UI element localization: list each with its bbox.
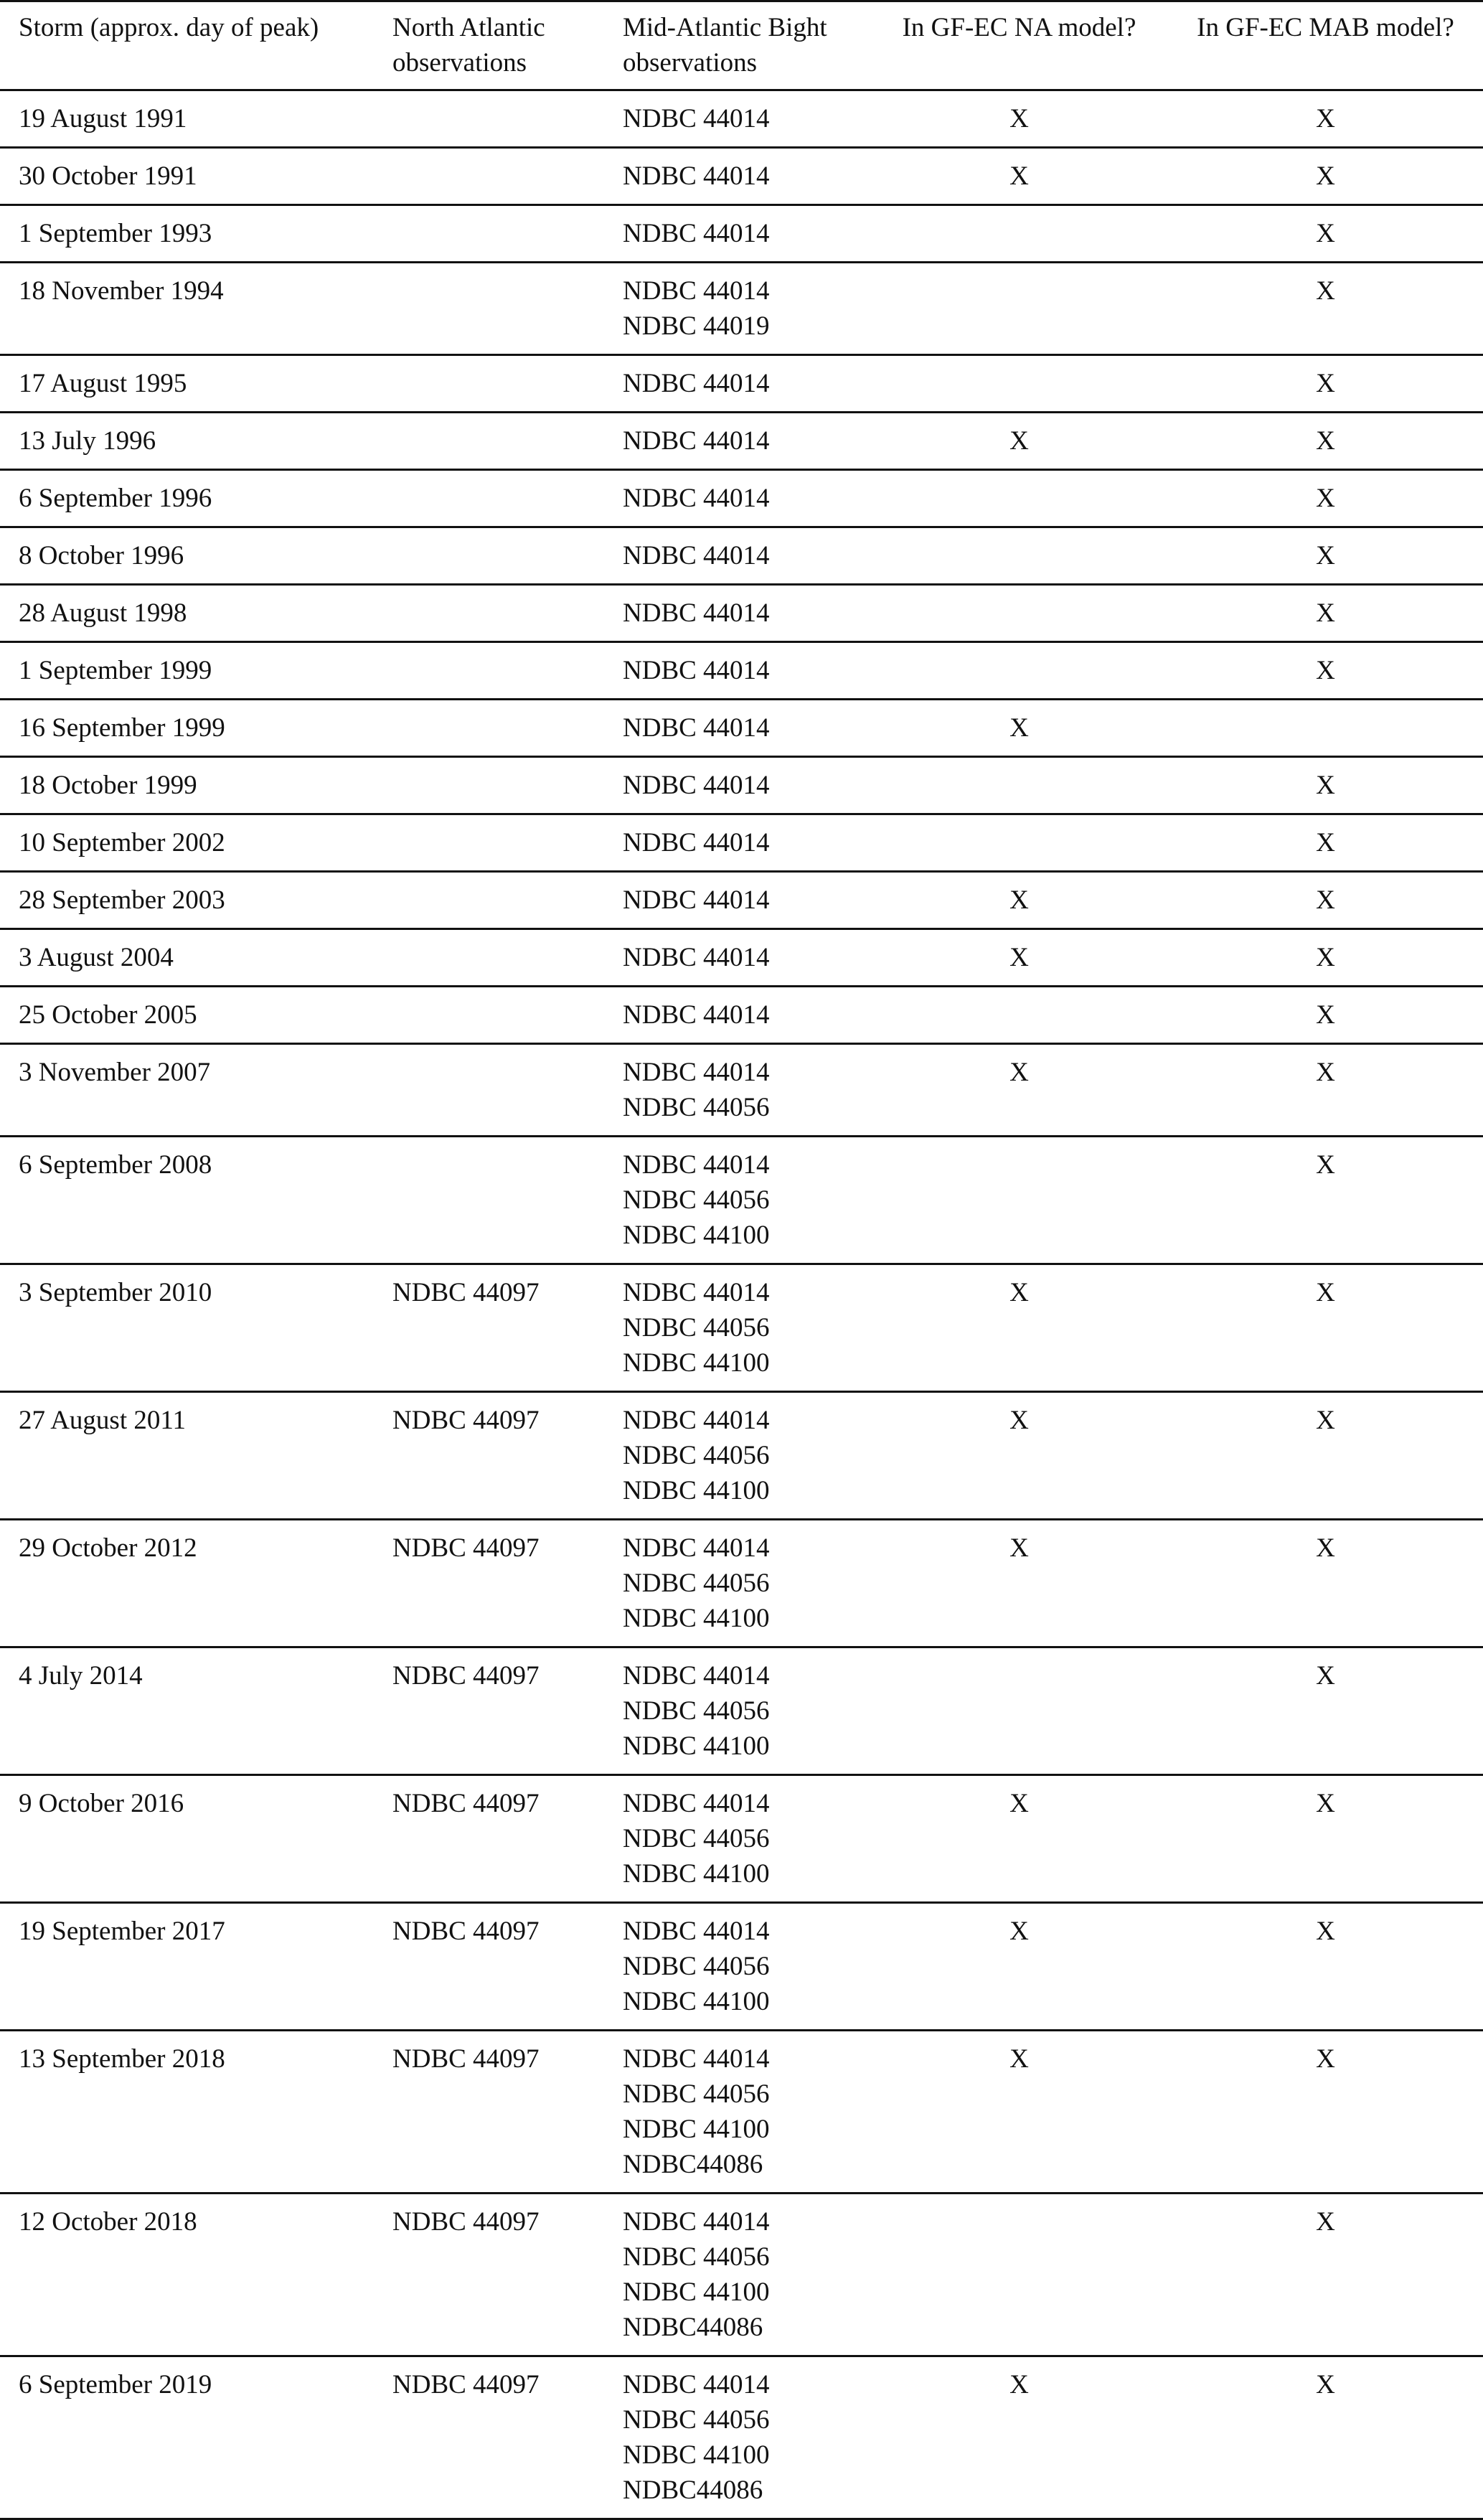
table-row bbox=[0, 413, 1483, 470]
table-row bbox=[0, 1903, 1483, 2031]
in-gf-ec-mab-model-cell: X bbox=[1316, 656, 1335, 685]
north-atlantic-observations-cell: NDBC 44097 bbox=[392, 1278, 540, 1307]
storm-date-cell: 13 July 1996 bbox=[19, 426, 156, 456]
in-gf-ec-na-model-cell bbox=[870, 205, 1168, 263]
mid-atlantic-bight-observations-cell bbox=[604, 585, 870, 642]
storm-date-cell: 10 September 2002 bbox=[19, 828, 225, 857]
in-gf-ec-na-model-cell: X bbox=[1009, 1058, 1029, 1087]
buoy-station-id: NDBC 44100 bbox=[623, 1221, 770, 1250]
buoy-station-id: NDBC 44056 bbox=[623, 1952, 770, 1981]
in-gf-ec-na-model-cell bbox=[870, 355, 1168, 413]
in-gf-ec-na-model-cell: X bbox=[1009, 1533, 1029, 1563]
in-gf-ec-mab-model-cell: X bbox=[1316, 943, 1335, 972]
in-gf-ec-mab-model-cell: X bbox=[1316, 541, 1335, 570]
buoy-station-id: NDBC 44056 bbox=[623, 1093, 770, 1122]
buoy-station-id: NDBC44086 bbox=[623, 2313, 763, 2342]
buoy-station-id: NDBC 44014 bbox=[623, 426, 770, 456]
in-gf-ec-na-model-cell bbox=[870, 642, 1168, 700]
north-atlantic-observations-cell bbox=[374, 814, 604, 872]
mid-atlantic-bight-observations-cell bbox=[604, 1903, 870, 2031]
in-gf-ec-mab-model-cell: X bbox=[1316, 104, 1335, 133]
header-in-gf-ec-na-model: In GF-EC NA model? bbox=[902, 13, 1136, 42]
in-gf-ec-mab-model-cell: X bbox=[1316, 161, 1335, 191]
storm-date-cell: 6 September 2008 bbox=[19, 1150, 212, 1180]
buoy-station-id: NDBC 44056 bbox=[623, 2079, 770, 2109]
in-gf-ec-mab-model-cell: X bbox=[1316, 2207, 1335, 2237]
in-gf-ec-mab-model-cell: X bbox=[1316, 885, 1335, 915]
buoy-station-id: NDBC 44014 bbox=[623, 771, 770, 800]
buoy-station-id: NDBC 44014 bbox=[623, 2044, 770, 2074]
mid-atlantic-bight-observations-cell bbox=[604, 814, 870, 872]
table-body bbox=[0, 90, 1483, 2519]
mid-atlantic-bight-observations-cell bbox=[604, 1392, 870, 1520]
mid-atlantic-bight-observations-cell bbox=[604, 1044, 870, 1137]
buoy-station-id: NDBC 44056 bbox=[623, 1313, 770, 1343]
buoy-station-id: NDBC 44100 bbox=[623, 1987, 770, 2016]
buoy-station-id: NDBC 44014 bbox=[623, 1533, 770, 1563]
table-row bbox=[0, 700, 1483, 757]
in-gf-ec-na-model-cell: X bbox=[1009, 943, 1029, 972]
table-row bbox=[0, 263, 1483, 355]
storm-date-cell: 3 September 2010 bbox=[19, 1278, 212, 1307]
buoy-station-id: NDBC 44056 bbox=[623, 1824, 770, 1853]
storm-date-cell: 6 September 2019 bbox=[19, 2370, 212, 2399]
mid-atlantic-bight-observations-cell bbox=[604, 2031, 870, 2194]
mid-atlantic-bight-observations-cell bbox=[604, 263, 870, 355]
in-gf-ec-mab-model-cell: X bbox=[1316, 2044, 1335, 2074]
storm-date-cell: 16 September 1999 bbox=[19, 713, 225, 743]
north-atlantic-observations-cell bbox=[374, 355, 604, 413]
buoy-station-id: NDBC 44014 bbox=[623, 1000, 770, 1030]
mid-atlantic-bight-observations-cell bbox=[604, 1775, 870, 1903]
north-atlantic-observations-cell bbox=[374, 527, 604, 585]
north-atlantic-observations-cell bbox=[374, 470, 604, 527]
buoy-station-id: NDBC 44014 bbox=[623, 1406, 770, 1435]
buoy-station-id: NDBC 44014 bbox=[623, 1789, 770, 1818]
buoy-station-id: NDBC 44014 bbox=[623, 2207, 770, 2237]
north-atlantic-observations-cell: NDBC 44097 bbox=[392, 2044, 540, 2074]
mid-atlantic-bight-observations-cell bbox=[604, 2356, 870, 2519]
buoy-station-id: NDBC44086 bbox=[623, 2476, 763, 2505]
header-row bbox=[0, 1, 1483, 90]
in-gf-ec-na-model-cell: X bbox=[1009, 1917, 1029, 1946]
north-atlantic-observations-cell bbox=[374, 872, 604, 929]
storm-date-cell: 28 August 1998 bbox=[19, 598, 187, 628]
buoy-station-id: NDBC 44014 bbox=[623, 1150, 770, 1180]
storm-date-cell: 9 October 2016 bbox=[19, 1789, 184, 1818]
north-atlantic-observations-cell bbox=[374, 757, 604, 814]
in-gf-ec-mab-model-cell: X bbox=[1316, 1917, 1335, 1946]
in-gf-ec-mab-model-cell: X bbox=[1316, 771, 1335, 800]
north-atlantic-observations-cell bbox=[374, 90, 604, 148]
table-row bbox=[0, 872, 1483, 929]
table-row bbox=[0, 814, 1483, 872]
north-atlantic-observations-cell bbox=[374, 642, 604, 700]
table-row bbox=[0, 1520, 1483, 1647]
table-row bbox=[0, 2031, 1483, 2194]
buoy-station-id: NDBC 44014 bbox=[623, 1278, 770, 1307]
table-row bbox=[0, 757, 1483, 814]
in-gf-ec-mab-model-cell: X bbox=[1316, 276, 1335, 306]
in-gf-ec-na-model-cell bbox=[870, 1647, 1168, 1775]
buoy-station-id: NDBC 44014 bbox=[623, 276, 770, 306]
storm-date-cell: 25 October 2005 bbox=[19, 1000, 197, 1030]
mid-atlantic-bight-observations-cell bbox=[604, 872, 870, 929]
buoy-station-id: NDBC 44014 bbox=[623, 161, 770, 191]
north-atlantic-observations-cell: NDBC 44097 bbox=[392, 1661, 540, 1691]
storm-date-cell: 30 October 1991 bbox=[19, 161, 197, 191]
buoy-station-id: NDBC 44014 bbox=[623, 943, 770, 972]
storm-date-cell: 18 October 1999 bbox=[19, 771, 197, 800]
in-gf-ec-na-model-cell: X bbox=[1009, 713, 1029, 743]
in-gf-ec-mab-model-cell: X bbox=[1316, 598, 1335, 628]
buoy-station-id: NDBC 44100 bbox=[623, 2277, 770, 2307]
north-atlantic-observations-cell: NDBC 44097 bbox=[392, 2370, 540, 2399]
north-atlantic-observations-cell bbox=[374, 205, 604, 263]
storm-date-cell: 1 September 1993 bbox=[19, 219, 212, 248]
buoy-station-id: NDBC 44014 bbox=[623, 1917, 770, 1946]
buoy-station-id: NDBC 44014 bbox=[623, 828, 770, 857]
storm-date-cell: 6 September 1996 bbox=[19, 484, 212, 513]
storm-date-cell: 18 November 1994 bbox=[19, 276, 224, 306]
mid-atlantic-bight-observations-cell bbox=[604, 1264, 870, 1392]
north-atlantic-observations-cell: NDBC 44097 bbox=[392, 1406, 540, 1435]
in-gf-ec-mab-model-cell: X bbox=[1316, 484, 1335, 513]
in-gf-ec-na-model-cell bbox=[870, 1137, 1168, 1264]
table-row bbox=[0, 470, 1483, 527]
buoy-station-id: NDBC 44014 bbox=[623, 484, 770, 513]
north-atlantic-observations-cell bbox=[374, 585, 604, 642]
storm-date-cell: 4 July 2014 bbox=[19, 1661, 143, 1691]
in-gf-ec-mab-model-cell: X bbox=[1316, 1000, 1335, 1030]
storm-date-cell: 17 August 1995 bbox=[19, 369, 187, 398]
in-gf-ec-mab-model-cell: X bbox=[1316, 1058, 1335, 1087]
table-header bbox=[0, 1, 1483, 90]
in-gf-ec-na-model-cell: X bbox=[1009, 1789, 1029, 1818]
in-gf-ec-na-model-cell bbox=[870, 527, 1168, 585]
header-in-gf-ec-mab-model: In GF-EC MAB model? bbox=[1197, 13, 1454, 42]
buoy-station-id: NDBC 44014 bbox=[623, 104, 770, 133]
in-gf-ec-mab-model-cell: X bbox=[1316, 2370, 1335, 2399]
buoy-station-id: NDBC 44100 bbox=[623, 2440, 770, 2470]
table-row bbox=[0, 642, 1483, 700]
in-gf-ec-mab-model-cell: X bbox=[1316, 1406, 1335, 1435]
in-gf-ec-na-model-cell: X bbox=[1009, 426, 1029, 456]
storm-date-cell: 12 October 2018 bbox=[19, 2207, 197, 2237]
north-atlantic-observations-cell: NDBC 44097 bbox=[392, 2207, 540, 2237]
storm-date-cell: 8 October 1996 bbox=[19, 541, 184, 570]
table-row bbox=[0, 1392, 1483, 1520]
buoy-station-id: NDBC 44014 bbox=[623, 1661, 770, 1691]
in-gf-ec-mab-model-cell: X bbox=[1316, 1278, 1335, 1307]
buoy-station-id: NDBC 44056 bbox=[623, 1696, 770, 1726]
buoy-station-id: NDBC 44014 bbox=[623, 885, 770, 915]
buoy-station-id: NDBC 44014 bbox=[623, 219, 770, 248]
in-gf-ec-mab-model-cell: X bbox=[1316, 1533, 1335, 1563]
mid-atlantic-bight-observations-cell bbox=[604, 929, 870, 987]
buoy-station-id: NDBC 44014 bbox=[623, 369, 770, 398]
header-storm: Storm (approx. day of peak) bbox=[19, 13, 319, 42]
buoy-station-id: NDBC 44100 bbox=[623, 1476, 770, 1505]
table-row bbox=[0, 148, 1483, 205]
table-row bbox=[0, 1044, 1483, 1137]
buoy-station-id: NDBC 44056 bbox=[623, 1569, 770, 1598]
buoy-station-id: NDBC44086 bbox=[623, 2150, 763, 2179]
mid-atlantic-bight-observations-cell bbox=[604, 148, 870, 205]
table-row bbox=[0, 929, 1483, 987]
north-atlantic-observations-cell: NDBC 44097 bbox=[392, 1533, 540, 1563]
storm-date-cell: 29 October 2012 bbox=[19, 1533, 197, 1563]
header-mid-atlantic-bight-observations: Mid-Atlantic Bight observations bbox=[623, 13, 827, 77]
buoy-station-id: NDBC 44014 bbox=[623, 598, 770, 628]
header-north-atlantic-observations: North Atlantic observations bbox=[392, 13, 545, 77]
north-atlantic-observations-cell bbox=[374, 263, 604, 355]
mid-atlantic-bight-observations-cell bbox=[604, 470, 870, 527]
buoy-station-id: NDBC 44014 bbox=[623, 656, 770, 685]
in-gf-ec-na-model-cell bbox=[870, 263, 1168, 355]
in-gf-ec-na-model-cell bbox=[870, 814, 1168, 872]
in-gf-ec-mab-model-cell: X bbox=[1316, 1150, 1335, 1180]
in-gf-ec-na-model-cell bbox=[870, 585, 1168, 642]
table-row bbox=[0, 527, 1483, 585]
mid-atlantic-bight-observations-cell bbox=[604, 413, 870, 470]
north-atlantic-observations-cell bbox=[374, 987, 604, 1044]
north-atlantic-observations-cell bbox=[374, 700, 604, 757]
table-row bbox=[0, 1137, 1483, 1264]
table-row bbox=[0, 355, 1483, 413]
buoy-station-id: NDBC 44014 bbox=[623, 2370, 770, 2399]
north-atlantic-observations-cell: NDBC 44097 bbox=[392, 1917, 540, 1946]
in-gf-ec-na-model-cell bbox=[870, 757, 1168, 814]
mid-atlantic-bight-observations-cell bbox=[604, 355, 870, 413]
table-row bbox=[0, 1775, 1483, 1903]
in-gf-ec-mab-model-cell: X bbox=[1316, 219, 1335, 248]
north-atlantic-observations-cell bbox=[374, 1137, 604, 1264]
mid-atlantic-bight-observations-cell bbox=[604, 642, 870, 700]
table-row bbox=[0, 2356, 1483, 2519]
in-gf-ec-na-model-cell: X bbox=[1009, 161, 1029, 191]
buoy-station-id: NDBC 44100 bbox=[623, 1859, 770, 1889]
in-gf-ec-na-model-cell: X bbox=[1009, 2370, 1029, 2399]
mid-atlantic-bight-observations-cell bbox=[604, 90, 870, 148]
mid-atlantic-bight-observations-cell bbox=[604, 1520, 870, 1647]
table-row bbox=[0, 90, 1483, 148]
storm-date-cell: 19 September 2017 bbox=[19, 1917, 225, 1946]
in-gf-ec-mab-model-cell: X bbox=[1316, 828, 1335, 857]
storm-date-cell: 1 September 1999 bbox=[19, 656, 212, 685]
buoy-station-id: NDBC 44019 bbox=[623, 311, 770, 341]
north-atlantic-observations-cell bbox=[374, 413, 604, 470]
buoy-station-id: NDBC 44056 bbox=[623, 1441, 770, 1470]
in-gf-ec-na-model-cell bbox=[870, 470, 1168, 527]
storm-date-cell: 3 August 2004 bbox=[19, 943, 174, 972]
mid-atlantic-bight-observations-cell bbox=[604, 1137, 870, 1264]
buoy-station-id: NDBC 44056 bbox=[623, 2405, 770, 2435]
in-gf-ec-na-model-cell bbox=[870, 987, 1168, 1044]
table-row bbox=[0, 1647, 1483, 1775]
storm-date-cell: 28 September 2003 bbox=[19, 885, 225, 915]
buoy-station-id: NDBC 44056 bbox=[623, 2242, 770, 2272]
north-atlantic-observations-cell bbox=[374, 148, 604, 205]
buoy-station-id: NDBC 44100 bbox=[623, 1731, 770, 1761]
buoy-station-id: NDBC 44014 bbox=[623, 541, 770, 570]
in-gf-ec-na-model-cell: X bbox=[1009, 2044, 1029, 2074]
buoy-station-id: NDBC 44014 bbox=[623, 713, 770, 743]
storm-date-cell: 3 November 2007 bbox=[19, 1058, 211, 1087]
table-row bbox=[0, 205, 1483, 263]
buoy-station-id: NDBC 44100 bbox=[623, 1348, 770, 1378]
storm-date-cell: 19 August 1991 bbox=[19, 104, 187, 133]
buoy-station-id: NDBC 44056 bbox=[623, 1185, 770, 1215]
mid-atlantic-bight-observations-cell bbox=[604, 205, 870, 263]
mid-atlantic-bight-observations-cell bbox=[604, 2194, 870, 2356]
in-gf-ec-na-model-cell bbox=[870, 2194, 1168, 2356]
in-gf-ec-na-model-cell: X bbox=[1009, 1278, 1029, 1307]
in-gf-ec-mab-model-cell bbox=[1168, 700, 1483, 757]
in-gf-ec-na-model-cell: X bbox=[1009, 1406, 1029, 1435]
in-gf-ec-mab-model-cell: X bbox=[1316, 1789, 1335, 1818]
in-gf-ec-mab-model-cell: X bbox=[1316, 426, 1335, 456]
north-atlantic-observations-cell bbox=[374, 929, 604, 987]
storm-date-cell: 27 August 2011 bbox=[19, 1406, 186, 1435]
in-gf-ec-mab-model-cell: X bbox=[1316, 369, 1335, 398]
table-row bbox=[0, 2194, 1483, 2356]
table-row bbox=[0, 987, 1483, 1044]
north-atlantic-observations-cell bbox=[374, 1044, 604, 1137]
mid-atlantic-bight-observations-cell bbox=[604, 700, 870, 757]
table-row bbox=[0, 1264, 1483, 1392]
mid-atlantic-bight-observations-cell bbox=[604, 1647, 870, 1775]
storm-date-cell: 13 September 2018 bbox=[19, 2044, 225, 2074]
mid-atlantic-bight-observations-cell bbox=[604, 527, 870, 585]
in-gf-ec-na-model-cell: X bbox=[1009, 104, 1029, 133]
north-atlantic-observations-cell: NDBC 44097 bbox=[392, 1789, 540, 1818]
buoy-station-id: NDBC 44100 bbox=[623, 1604, 770, 1633]
buoy-station-id: NDBC 44100 bbox=[623, 2115, 770, 2144]
in-gf-ec-mab-model-cell: X bbox=[1316, 1661, 1335, 1691]
mid-atlantic-bight-observations-cell bbox=[604, 987, 870, 1044]
in-gf-ec-na-model-cell: X bbox=[1009, 885, 1029, 915]
buoy-station-id: NDBC 44014 bbox=[623, 1058, 770, 1087]
table-row bbox=[0, 585, 1483, 642]
mid-atlantic-bight-observations-cell bbox=[604, 757, 870, 814]
